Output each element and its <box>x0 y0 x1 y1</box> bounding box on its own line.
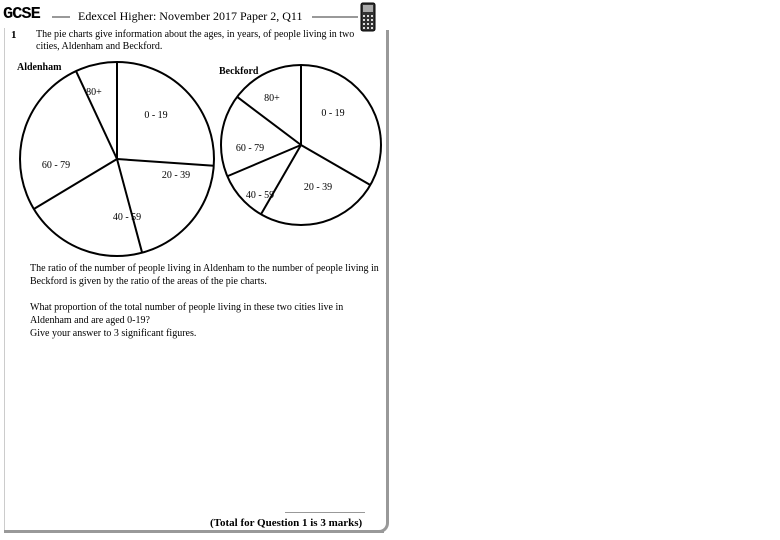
aldenham-slice-boundary-4 <box>76 71 117 159</box>
beckford-pie <box>221 65 381 225</box>
aldenham-slice-label: 60 - 79 <box>41 160 71 171</box>
aldenham-label: Aldenham <box>17 62 62 73</box>
beckford-slice-label: 0 - 19 <box>321 108 345 119</box>
question-number: 1 <box>11 29 17 41</box>
aldenham-slice-label: 40 - 59 <box>112 212 142 223</box>
beckford-slice-label: 40 - 59 <box>245 190 275 201</box>
beckford-slice-label: 60 - 79 <box>235 143 265 154</box>
aldenham-slice-label: 0 - 19 <box>144 110 168 121</box>
question-paragraph-proportion <box>30 301 380 340</box>
beckford-slice-boundary-2 <box>261 145 301 214</box>
gcse-logo: GCSE <box>3 5 40 24</box>
paper-title: Edexcel Higher: November 2017 Paper 2, Q11 <box>78 9 303 23</box>
aldenham-pie <box>20 62 214 256</box>
question-paragraph-ratio: The ratio of the number of people living in Aldenham to the number of people living in Beckford is given by the ratio of the areas of the pie charts. <box>30 263 379 287</box>
beckford-label: Beckford <box>219 66 259 77</box>
sig-fig-instruction: Give your answer to 3 significant figures. <box>30 328 197 339</box>
question-intro: The pie charts give information about the ages, in years, of people living in two cities, Aldenham and Beckford. <box>36 29 355 52</box>
total-marks: (Total for Question 1 is 3 marks) <box>210 517 363 529</box>
aldenham-slice-boundary-1 <box>117 159 214 166</box>
aldenham-slice-boundary-2 <box>117 159 142 253</box>
proportion-question: What proportion of the total number of people living in these two cities live in Aldenham and are aged 0-19? <box>30 302 344 326</box>
beckford-slice-label: 20 - 39 <box>303 182 333 193</box>
beckford-slice-boundary-4 <box>237 97 301 145</box>
beckford-slice-label: 80+ <box>264 93 280 104</box>
answer-line <box>285 512 365 513</box>
beckford-slice-boundary-1 <box>301 145 370 185</box>
aldenham-slice-label: 20 - 39 <box>161 170 191 181</box>
aldenham-slice-label: 80+ <box>86 87 102 98</box>
